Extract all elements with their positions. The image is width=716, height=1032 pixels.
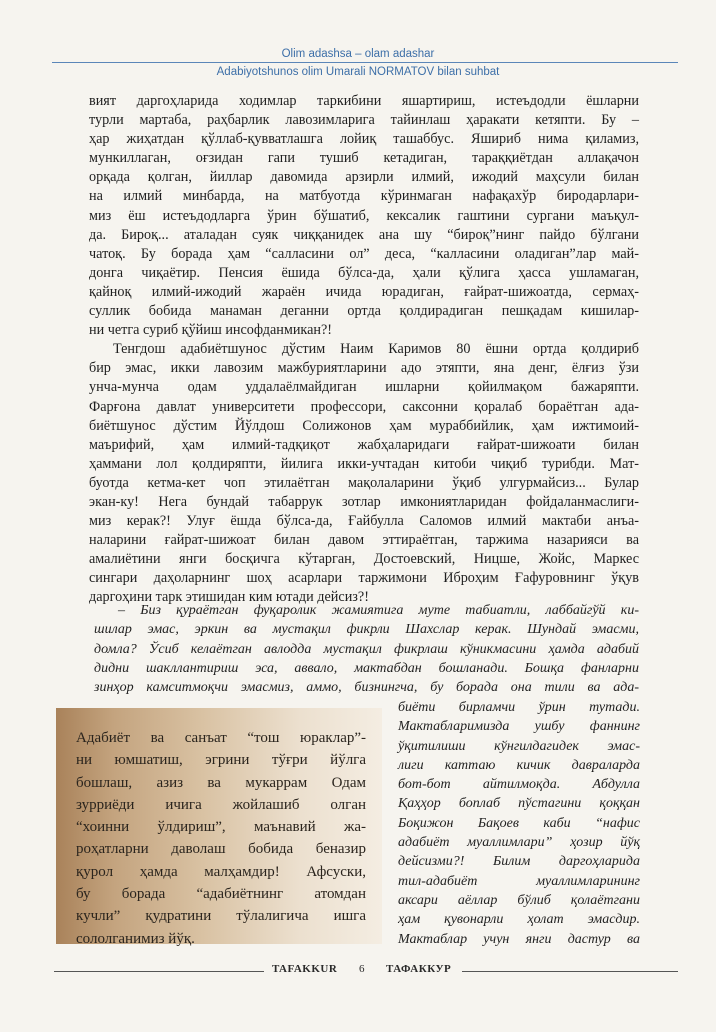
body-line: да. Бироқ... аталадан суяк чиққанидек ана шу “бироқ”нинг пайдо бўлгани bbox=[89, 226, 639, 243]
pull-quote-line: бу борада “адабиётнинг атомдан bbox=[76, 886, 366, 903]
pull-quote-line: сололганимиз йўқ. bbox=[76, 930, 195, 947]
question-line: дидни шакллантириш эса, аввало, мактабдан бошланади. Бошқа фанларни bbox=[94, 660, 639, 676]
question-line: аксари аёллар бўлиб қолаётгани bbox=[398, 892, 640, 908]
footer-magazine-latin: TAFAKKUR bbox=[272, 963, 338, 975]
question-line: Мактабларимизда ушбу фаннинг bbox=[398, 719, 640, 735]
body-line: миз керак?! Улуғ ёшда бўлса-да, Ғайбулла Саломов илмий мактаби анъа- bbox=[89, 513, 639, 530]
body-line: наларини ғайрат-шижоат билан давом эттираётган, таржима назарияси ва bbox=[89, 532, 639, 549]
question-line: ўқитилиши кўнгилдагидек эмас- bbox=[398, 738, 640, 754]
body-line: вият даргоҳларида ходимлар таркибини яшартириш, истеъдодли ёшларни bbox=[89, 93, 639, 109]
body-line: маърифий, ҳам илмий-тадқиқот жабҳаларидаги ғайрат-шижоати билан bbox=[89, 436, 639, 453]
question-line: – Биз қураётган фуқаролик жамиятига муте табиатли, лаббайгўй ки- bbox=[118, 603, 639, 618]
body-line: миз ёш истеъдодларга ўрин бўшатиб, кексалик гаштини сургани маъқул- bbox=[89, 207, 639, 224]
question-line: тил-адабиёт муаллимларининг bbox=[398, 873, 640, 889]
body-line: ни четга суриб қўйиш инсофданмикан?! bbox=[89, 322, 333, 339]
pull-quote-line: роҳатларни даволаш бобида беназир bbox=[76, 841, 366, 858]
pull-quote-line: кучли” қудратини тўлалигича ишга bbox=[76, 908, 366, 925]
pull-quote-line: қурол ҳамда малҳамдир! Афсуски, bbox=[76, 863, 366, 880]
question-line: Қаҳҳор боплаб пўстагини қоққан bbox=[398, 796, 640, 812]
pull-quote bbox=[76, 727, 366, 950]
pull-quote-line: Адабиёт ва санъат “тош юраклар”- bbox=[76, 730, 366, 746]
question-line: дейсизми?! Билим даргоҳларида bbox=[398, 854, 640, 870]
body-line: ҳар жиҳатдан қўллаб-қувватлашга лойиқ ташаббус. Яшириб нима қиламиз, bbox=[89, 131, 639, 148]
question-line: Боқижон Бақоев каби “нафис bbox=[398, 815, 640, 831]
body-line: донга чиқаётир. Пенсия ёшида бўлса-да, ҳали қўлига ҳасса ушламаган, bbox=[89, 264, 639, 281]
question-line: биёти бирламчи ўрин тутади. bbox=[398, 700, 640, 715]
running-header-title: Olim adashsa – olam adashar bbox=[281, 48, 435, 60]
body-line: Тенгдош адабиётшунос дўстим Наим Каримов 80 ёшни ортда қолдириб bbox=[113, 341, 639, 358]
body-line: қайноқ илмий-ижодий жараён ичида юрадиган, ғайрат-шижоатда, сермаҳ- bbox=[89, 283, 639, 300]
body-line: даргоҳини тарк этишидан ким ютади дейсиз?! bbox=[89, 589, 369, 606]
header-divider bbox=[52, 62, 678, 63]
body-line: мункиллаган, оғзидан гапи тушиб кетадиган, тараққиётдан аллақачон bbox=[89, 150, 639, 167]
question-line: зинҳор камситмоқчи эмасмиз, аммо, бизнингча, бу борада она тили ва ада- bbox=[94, 680, 639, 696]
body-line: амалиётини янги босқичга кўтарган, Достоевский, Ницше, Жойс, Маркес bbox=[89, 551, 639, 568]
pull-quote-line: “хоинни ўлдириш”, маънавий жа- bbox=[76, 819, 366, 836]
body-line: сингари даҳоларнинг шоҳ асарлари таржимони Иброҳим Ғафуровнинг ўқув bbox=[89, 570, 639, 587]
body-line: турли мартаба, раҳбарлик лавозимларига тайинлаш ҳаракати кетяпти. Бу – bbox=[89, 112, 639, 129]
body-line: биётшунос дўстим Йўлдош Солижонов ҳам мураббийлик, ҳам ижтимоий- bbox=[89, 417, 639, 434]
body-line: Фарғона давлат университети профессори, саксонни қоралаб бораётган ада- bbox=[89, 398, 639, 415]
body-line: орқада қолган, йиллар давомида арзирли илмий, ижодий маҳсули билан bbox=[89, 169, 639, 186]
body-line: суллик бобида манаман деганни ортда қолдирадиган пешқадам кишилар- bbox=[89, 303, 639, 320]
body-line: буотда кетма-кет чоп этилаётган мақолаларини ўқиб улгурмайсиз... Булар bbox=[89, 474, 639, 491]
question-line: шилар эмас, эркин ва мустақил фикрли Шахслар керак. Шундай эмасми, bbox=[94, 622, 639, 638]
body-line: чатоқ. Бу борада ҳам “салласини ол” деса, “калласини оладиган”лар май- bbox=[89, 245, 639, 262]
footer-rule-right bbox=[462, 971, 678, 972]
body-line: на илмий минбарда, на матбуотда кўринмаган нафақахўр бирoдарлари- bbox=[89, 188, 639, 205]
page-number: 6 bbox=[359, 963, 365, 975]
footer-rule-left bbox=[54, 971, 264, 972]
footer-magazine-cyrillic: ТАФАККУР bbox=[386, 963, 452, 975]
interview-question-column bbox=[398, 698, 640, 949]
question-line: лиги каттаю кичик давраларда bbox=[398, 757, 640, 773]
question-line: Мактаблар учун янги дастур ва bbox=[398, 931, 640, 947]
body-line: ҳаммани лол қолдиряпти, йилига икки-учтадан китоби чиқиб турибди. Мат- bbox=[89, 455, 639, 472]
body-line: экан-ку! Нега бундай табаррук зотлар имкониятларидан фойдаланмаслиги- bbox=[89, 493, 639, 510]
pull-quote-line: ни юмшатиш, эгрини тўғри йўлга bbox=[76, 752, 366, 769]
pull-quote-line: зурриёди ичига жойлашиб олган bbox=[76, 796, 366, 813]
question-line: адабиёт муаллимлари” ҳозир йўқ bbox=[398, 835, 640, 851]
running-header-subtitle: Adabiyotshunos olim Umarali NORMATOV bilan suhbat bbox=[216, 66, 500, 78]
interview-question bbox=[94, 601, 639, 697]
question-line: ҳам қувонарли ҳолат эмасдир. bbox=[398, 912, 640, 928]
question-line: домла? Ўсиб келаётган авлодда мустақил фикрлаш кўникмасини ҳамда адабий bbox=[94, 641, 639, 657]
pull-quote-line: бошлаш, азиз ва мукаррам Одам bbox=[76, 774, 366, 791]
main-text bbox=[89, 92, 639, 608]
body-line: унча-мунча одам уддалаёлмайдиган ишларни қойилмақом бажаряпти. bbox=[89, 379, 639, 396]
question-line: бот-бот айтилмоқда. Абдулла bbox=[398, 777, 640, 793]
body-line: бир эмас, икки лавозим мажбуриятларини адо этяпти, яна денг, ёлғиз ўзи bbox=[89, 360, 639, 377]
